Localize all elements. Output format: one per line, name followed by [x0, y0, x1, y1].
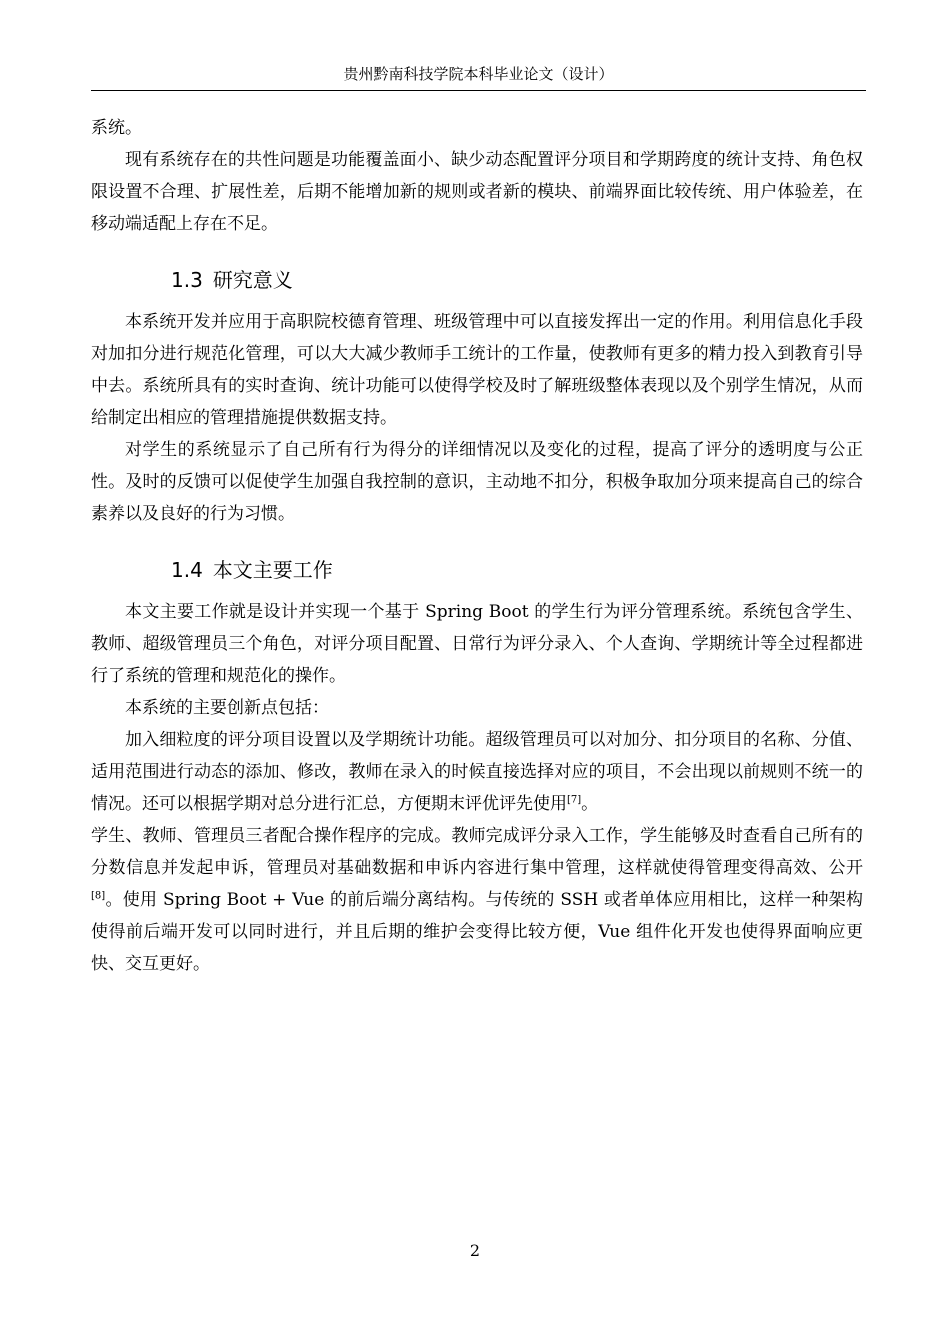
section-number: 1.4 — [171, 558, 203, 582]
paragraph-text: 学生、教师、管理员三者配合操作程序的完成。教师完成评分录入工作，学生能够及时查看自己所有的分数信息并发起申诉，管理员对基础数据和申诉内容进行集中管理，这样就使得管理变得高效、公开 — [91, 826, 863, 878]
citation-7[interactable]: [7] — [567, 794, 582, 806]
paragraph-significance-2: 对学生的系统显示了自己所有行为得分的详细情况以及变化的过程，提高了评分的透明度与公正性。及时的反馈可以促使学生加强自我控制的意识，主动地不扣分，积极争取加分项来提高自己的综合素养以及良好的行为习惯。 — [91, 440, 863, 524]
page-number: 2 — [469, 1241, 481, 1260]
paragraph-significance-1: 本系统开发并应用于高职院校德育管理、班级管理中可以直接发挥出一定的作用。利用信息化手段对加扣分进行规范化管理，可以大大减少教师手工统计的工作量，使教师有更多的精力投入到教育引导中去。系统所具有的实时查询、统计功能可以使得学校及时了解班级整体表现以及个别学生情况，从而给制定出相应的管理措施提供数据支持。 — [91, 312, 863, 428]
paragraph-main-work: 本文主要工作就是设计并实现一个基于 Spring Boot 的学生行为评分管理系统。系统包含学生、教师、超级管理员三个角色，对评分项目配置、日常行为评分录入、个人查询、学期统计等全过程都进行了系统的管理和规范化的操作。 — [91, 602, 863, 686]
section-heading-1-3 — [91, 264, 863, 296]
paragraph-innovation-2 — [91, 820, 863, 980]
paragraph-innovation-1 — [91, 724, 863, 820]
header-title: 贵州黔南科技学院本科毕业论文（设计） — [343, 65, 614, 83]
section-heading-1-4 — [91, 554, 863, 586]
paragraph-text: 。使用 Spring Boot + Vue 的前后端分离结构。与传统的 SSH 或者单体应用相比，这样一种架构使得前后端开发可以同时进行，并且后期的维护会变得比较方便，Vue 组件化开发也使得界面响应更快、交互更好。 — [91, 890, 863, 974]
section-number: 1.3 — [171, 268, 203, 292]
paragraph-text: 加入细粒度的评分项目设置以及学期统计功能。超级管理员可以对加分、扣分项目的名称、分值、适用范围进行动态的添加、修改，教师在录入的时候直接选择对应的项目，不会出现以前规则不统一的情况。还可以根据学期对总分进行汇总，方便期末评优评先使用 — [91, 730, 863, 814]
page-body — [91, 112, 863, 980]
page-footer — [0, 1240, 950, 1262]
citation-8[interactable]: [8] — [91, 890, 106, 902]
paragraph-text: 。 — [581, 794, 599, 814]
paragraph-innovation-intro: 本系统的主要创新点包括： — [125, 698, 329, 718]
paragraph-continuation: 系统。 — [91, 118, 142, 138]
section-title: 本文主要工作 — [212, 558, 333, 582]
paragraph-existing-problems: 现有系统存在的共性问题是功能覆盖面小、缺少动态配置评分项目和学期跨度的统计支持、角色权限设置不合理、扩展性差，后期不能增加新的规则或者新的模块、前端界面比较传统、用户体验差，在移动端适配上存在不足。 — [91, 150, 863, 234]
page-header — [91, 63, 866, 91]
section-title: 研究意义 — [212, 268, 293, 292]
